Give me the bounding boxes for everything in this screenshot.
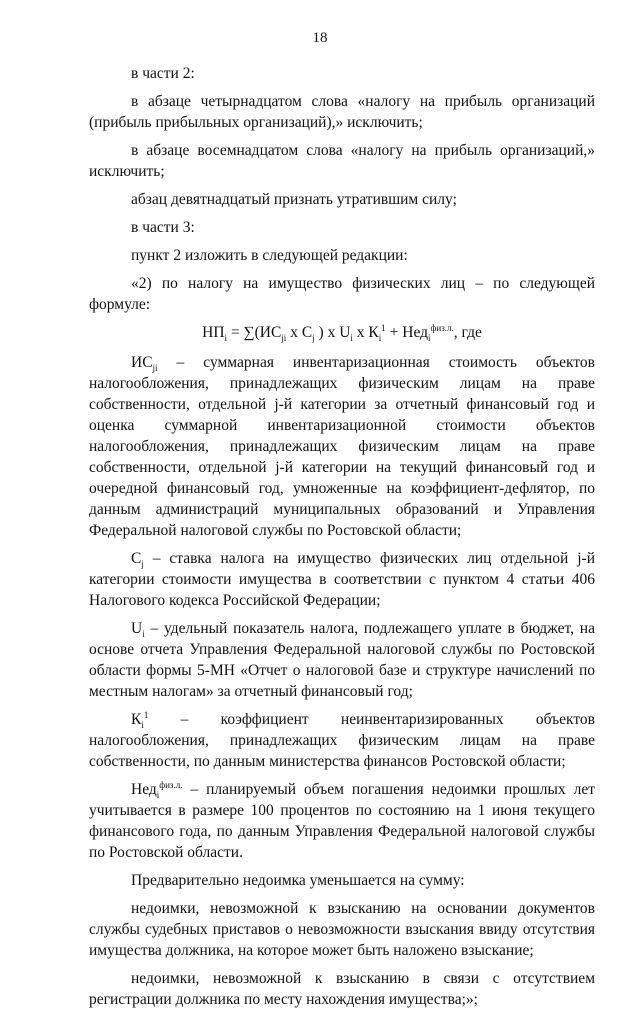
definition-is: $ИС_{ji}$ – суммарная инвентаризационная стоимость объектов налогообложения, принадлежащих физическим лицам на праве собственности, отдельной j-й категории за отчетный финансовый год и оценка суммарной инвентаризационной стоимости объектов налогообложения, принадлежащих физическим лицам на праве собственности, отдельной j-й категории на текущий финансовый год и очередной финансовый год, умноженные на коэффициент-дефлятор, по данным администраций муниципальных образований и Управления Федеральной налоговой службы по Ростовской области; xyxy=(89,354,595,539)
paragraph: в части 2: xyxy=(131,65,195,82)
document-body xyxy=(89,63,595,1017)
paragraph: пункт 2 изложить в следующей редакции: xyxy=(131,247,408,264)
definition-ned: Нед$_i^{физ.л.}$ – планируемый объем погашения недоимки прошлых лет учитывается в размере 100 процентов по состоянию на 1 июня текущего финансового года, по данным Управления Федеральной налоговой службы по Ростовской области. xyxy=(89,779,595,861)
definition-c: $С_j$ – ставка налога на имущество физических лиц отдельной j-й категории стоимости имущества в соответствии с пунктом 4 статьи 406 Налогового кодекса Российской Федерации; xyxy=(89,550,595,609)
paragraph: в абзаце восемнадцатом слова «налогу на прибыль организаций,» исключить; xyxy=(89,142,595,180)
paragraph: недоимки, невозможной к взысканию в связи с отсутствием регистрации должника по месту нахождения имущества;»; xyxy=(89,970,595,1008)
paragraph: недоимки, невозможной к взысканию на основании документов службы судебных приставов о невозможности взыскания ввиду отсутствия имущества должника, на которое может быть наложено взыскание; xyxy=(89,900,595,959)
paragraph: в части 3: xyxy=(131,219,195,236)
definition-k: $К_i^1$ – коэффициент неинвентаризированных объектов налогообложения, принадлежащих физическим лицам на праве собственности, по данным министерства финансов Ростовской области; xyxy=(89,709,595,770)
page-number: 18 xyxy=(312,30,328,46)
paragraph: абзац девятнадцатый признать утратившим силу; xyxy=(131,191,457,208)
tax-formula: $НП_i = \sum(ИС_{ji}$ х $С_j$ ) х $U_i$ х $К_i^1 + Нед_i^{физ.л.}$, где xyxy=(202,322,482,344)
definition-u: $U_i$ – удельный показатель налога, подлежащего уплате в бюджет, на основе отчета Управления Федеральной налоговой службы по Ростовской области формы 5-МН «Отчет о налоговой базе и структуре начислений по местным налогам» за отчетный финансовый год; xyxy=(89,620,595,700)
paragraph: в абзаце четырнадцатом слова «налогу на прибыль организаций (прибыль прибыльных организаций),» исключить; xyxy=(89,93,595,131)
paragraph: Предварительно недоимка уменьшается на сумму: xyxy=(131,872,465,889)
paragraph: «2) по налогу на имущество физических лиц – по следующей формуле: xyxy=(89,275,595,313)
